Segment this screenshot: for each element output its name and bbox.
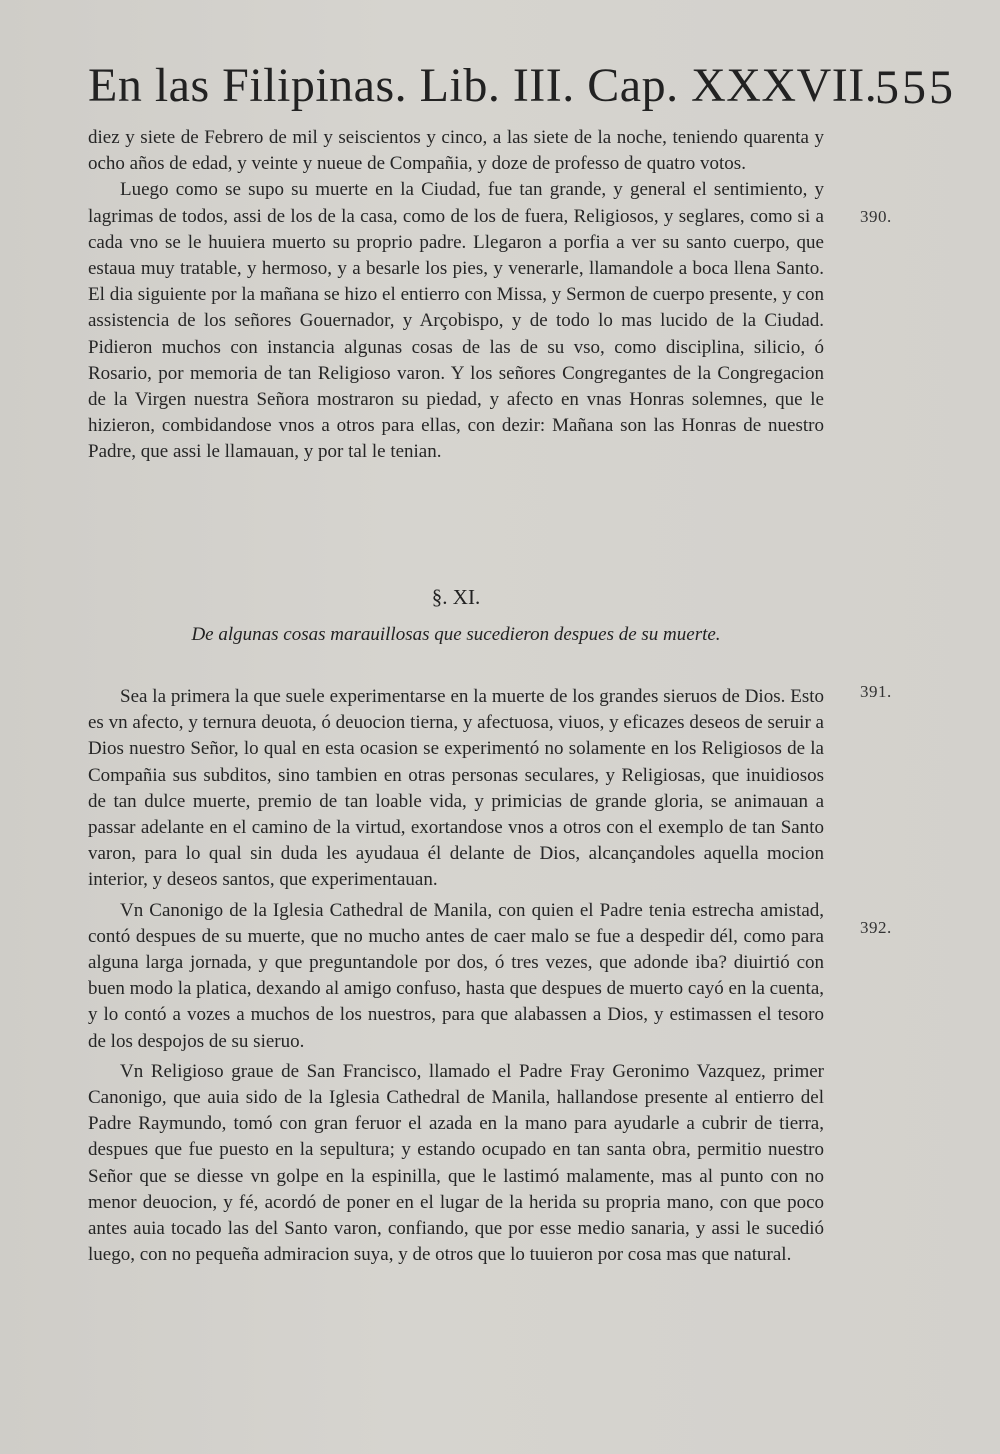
paragraph-393: Vn Religioso graue de San Francisco, llamado el Padre Fray Geronimo Vazquez, primer Canonigo, que auia sido de la Iglesia Cathedral de Manila, hallandose presente al entierro del Padre Raymundo, tomó con gran feruor el azada en la mano para ayudarle a cubrir de tierra, despues que fue puesto en la sepultura; y estando ocupado en tan santa obra, permitio nuestro Señor que se diesse vn golpe en la espinilla, que le lastimó malamente, mas al punto con no menor deuocion, y fé, acordó de poner en el lugar de la herida su propria mano, con que poco antes auia tocado las del Santo varon, confiando, que por esse medio sanaria, y assi le sucedió luego, con no pequeña admiracion suya, y de otros que lo tuuieron por cosa mas que natural. (88, 1060, 824, 1266)
margin-number-391: 391. (860, 682, 892, 701)
paragraph-390: Luego como se supo su muerte en la Ciudad, fue tan grande, y general el sentimiento, y lagrimas de todos, assi de los de la casa, como de los de fuera, Religiosos, y seglares, como si a cada vno se le huuiera muerto su proprio padre. Llegaron a porfia a ver su santo cuerpo, que estaua muy tratable, y hermoso, y a besarle los pies, y venerarle, llamandole a boca llena Santo. El dia siguiente por la mañana se hizo el entierro con Missa, y Sermon de cuerpo presente, y con assistencia de los señores Gouernador, y Arçobispo, y de todo lo mas lucido de la Ciudad. Pidieron muchos con instancia algunas cosas de las de su vso, como disciplina, silicio, ó Rosario, por memoria de tan Religioso varon. Y los señores Congregantes de la Congregacion de la Virgen nuestra Señora mostraron su piedad, y afecto en vnas Honras solemnes, que le hizieron, combidandose vnos a otros para ellas, con dezir: Mañana son las Honras de nuestro Padre, que assi le llamauan, y por tal le tenian. (88, 179, 824, 463)
section-subtitle: De algunas cosas marauillosas que sucedieron despues de su muerte. (191, 624, 721, 645)
text-block-bottom (88, 684, 824, 1268)
text-block-top (88, 125, 824, 466)
margin-number-392: 392. (860, 918, 892, 937)
paragraph-392: Vn Canonigo de la Iglesia Cathedral de Manila, con quien el Padre tenia estrecha amistad, contó despues de su muerte, que no mucho antes de caer malo se fue a despedir dél, como para alguna larga jornada, y que preguntandole por dos, ó tres vezes, que adonde iba? diuirtió con buen modo la platica, dexando al amigo confuso, hasta que despues de muerto cayó en la cuenta, y lo contó a vozes a muchos de los nuestros, para que alabassen a Dios, y estimassen el tesoro de los despojos de su sieruo. (88, 899, 824, 1052)
paragraph-391: Sea la primera la que suele experimentarse en la muerte de los grandes sieruos de Dios. Esto es vn afecto, y ternura deuota, ó deuocion tierna, y afectuosa, viuos, y eficazes deseos de seruir a Dios nuestro Señor, lo qual en esta ocasion se experimentó no solamente en los Religiosos de la Compañia sus subditos, sino tambien en otras personas seculares, y Religiosas, que inuidiosos de tan dulce muerte, premio de tan loable vida, y primicias de grande gloria, se animauan a passar adelante en el camino de la virtud, exortandose vnos a otros con el exemplo de tan Santo varon, para lo qual sin duda les ayudaua él delante de Dios, alcançandoles aquella mocion interior, y deseos santos, que experimentauan. (88, 686, 824, 891)
page-number: 555 (875, 61, 956, 114)
margin-number-390: 390. (860, 207, 892, 226)
paragraph-continuation: diez y siete de Febrero de mil y seiscientos y cinco, a las siete de la noche, teniendo quarenta y ocho años de edad, y veinte y nueue de Compañia, y doze de professo de quatro votos. (88, 127, 824, 175)
section-heading: §. XI. (431, 585, 481, 609)
running-title: En las Filipinas. Lib. III. Cap. XXXVII. (88, 59, 878, 112)
